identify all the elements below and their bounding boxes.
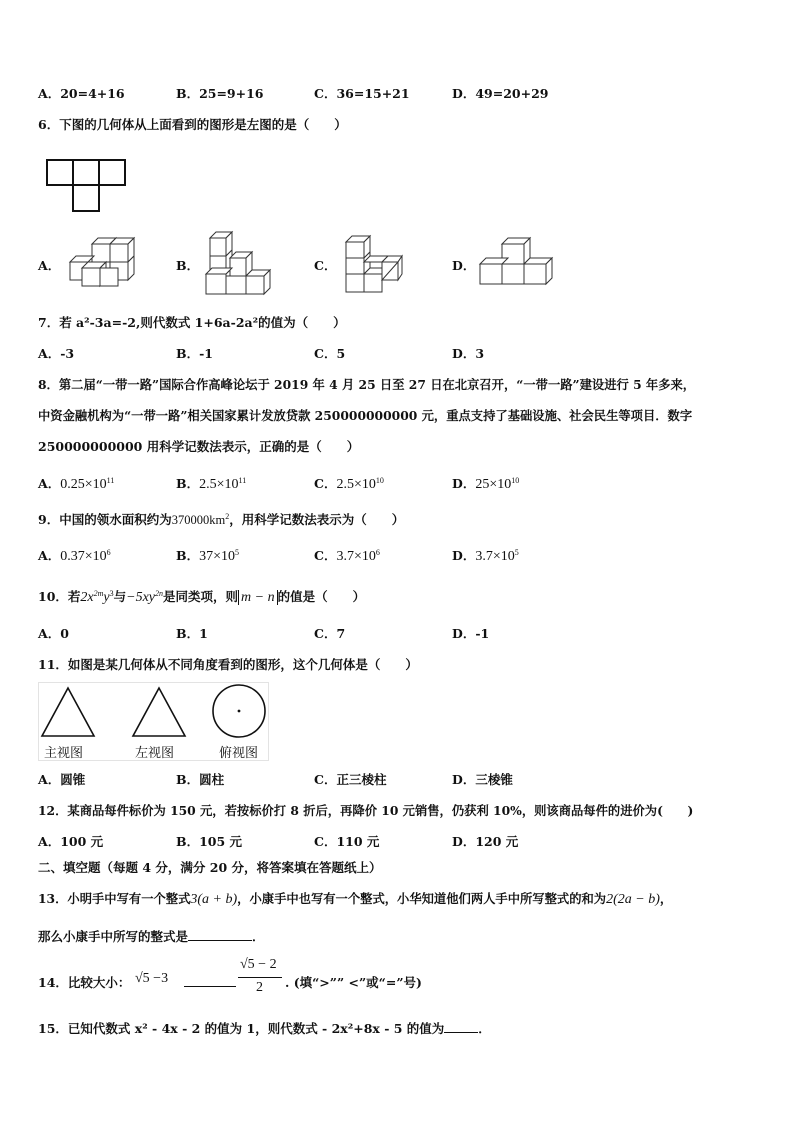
q6-stem: 6．下图的几何体从上面看到的图形是左图的是（ ） — [38, 117, 347, 132]
q9-option-a-value: 0.37×10 — [60, 549, 107, 564]
q13-expression-1: 3(a + b) — [190, 892, 238, 907]
section-2-heading: 二、填空题（每题 4 分，满分 20 分，将答案填在答题纸上） — [38, 860, 382, 875]
q5-option-d: D．49=20+29 — [452, 86, 549, 101]
q11-option-a: A．圆锥 — [38, 772, 86, 787]
q9-option-d-value: 3.7×10 — [475, 549, 515, 564]
q9-option-c-value: 3.7×10 — [336, 549, 376, 564]
q9-area-unit-exp: 2 — [225, 511, 230, 521]
q8-stem-line2: 中资金融机构为“一带一路”相关国家累计发放贷款 250000000000 元，重点支持了基础设施、社会民生等项目．数字 — [38, 408, 693, 423]
q8-option-c-value: 2.5×10 — [336, 477, 376, 492]
q7-option-d: D．3 — [452, 346, 485, 361]
q11-side-view-triangle — [133, 688, 185, 736]
q11-top-view-label: 俯视图 — [219, 746, 259, 761]
q5-option-c: C．36=15+21 — [314, 86, 410, 101]
q10-stem-pre: 10．若 — [38, 589, 81, 604]
q7-option-b: B．-1 — [176, 346, 213, 361]
q10-term2-exp: 2n — [155, 588, 164, 598]
q13-stem-pre: 13．小明手中写有一个整式 — [38, 891, 191, 906]
q12-option-b: B．105 元 — [176, 834, 243, 849]
q7-option-c: C．5 — [314, 346, 346, 361]
q14-stem-post: . (填“>”” <”或“=”号) — [285, 975, 422, 990]
q14-answer-blank[interactable] — [184, 972, 236, 987]
q9-option-b-label: B． — [176, 548, 200, 563]
q13-stem-mid: ，小康手中也写有一个整式，小华知道他们两人手中所写整式的和为 — [237, 891, 607, 906]
q5-option-b: B．25=9+16 — [176, 86, 264, 101]
q15-answer-blank[interactable] — [444, 1032, 478, 1033]
q9-option-a-label: A． — [38, 548, 61, 563]
q9-option-a-exp: 6 — [106, 547, 111, 557]
q8-stem-line3: 250000000000 用科学记数法表示，正确的是（ ） — [38, 439, 360, 454]
q9-option-c-exp: 6 — [375, 547, 380, 557]
q9-area-value: 370000km — [171, 513, 226, 527]
q8-option-d-exp: 10 — [511, 475, 520, 485]
q8-option-b-label: B． — [176, 476, 200, 491]
q13-stem-line2 — [38, 927, 265, 945]
q13-stem-line1 — [38, 889, 672, 908]
q10-stem — [38, 587, 365, 606]
q6-label-c: C． — [314, 258, 337, 273]
q11-option-d: D．三棱锥 — [452, 772, 513, 787]
q12-option-d: D．120 元 — [452, 834, 519, 849]
q10-term1-y-exp: 3 — [109, 588, 114, 598]
q9-stem — [38, 510, 404, 528]
q6-label-d: D． — [452, 258, 476, 273]
q11-top-view-center-dot — [238, 710, 241, 713]
q10-stem-mid2: 是同类项，则 — [163, 589, 239, 604]
q10-term1-y: y — [103, 590, 110, 605]
q9-option-d-exp: 5 — [514, 547, 519, 557]
q6-option-b-figure — [202, 230, 274, 300]
q8-option-b-value: 2.5×10 — [199, 477, 239, 492]
q10-option-b: B．1 — [176, 626, 208, 641]
q12-stem: 12．某商品每件标价为 150 元，若按标价打 8 折后，再降价 10 元销售，仍获利 10%，则该商品每件的进价为( ) — [38, 803, 694, 818]
q9-stem-pre: 9．中国的领水面积约为 — [38, 512, 172, 527]
q8-option-d — [452, 474, 519, 493]
q9-option-c — [314, 546, 380, 565]
q13-answer-blank[interactable] — [188, 940, 252, 941]
q15-stem — [38, 1019, 491, 1037]
q10-term2: −5xy — [126, 590, 156, 605]
q8-option-c — [314, 474, 384, 493]
q11-front-view-label: 主视图 — [44, 746, 84, 761]
q7-stem: 7．若 a²-3a=-2,则代数式 1+6a-2a²的值为（ ） — [38, 315, 346, 330]
q8-stem-line1: 8．第二届“一带一路”国际合作高峰论坛于 2019 年 4 月 25 日至 27 日在北京召开，“一带一路”建设进行 5 年多来， — [38, 377, 696, 392]
q14-left-expression: √5 −3 — [135, 971, 169, 986]
q10-option-c: C．7 — [314, 626, 346, 641]
q14-answer-blank-wrap[interactable] — [184, 972, 236, 990]
q12-option-a: A．100 元 — [38, 834, 104, 849]
q9-option-b — [176, 546, 239, 565]
q6-label-b: B． — [176, 258, 200, 273]
q6-option-c-figure — [340, 232, 404, 298]
q10-stem-post: 的值是（ ） — [277, 589, 366, 604]
q10-option-a: A．0 — [38, 626, 69, 641]
q8-option-a — [38, 474, 114, 493]
q10-term1: 2x — [80, 590, 94, 605]
q11-option-c: C．正三棱柱 — [314, 772, 387, 787]
q5-option-a: A．20=4+16 — [38, 86, 125, 101]
q7-option-a: A．-3 — [38, 346, 75, 361]
q10-stem-mid: 与 — [113, 589, 127, 604]
q8-option-c-exp: 10 — [375, 475, 384, 485]
q9-option-d-label: D． — [452, 548, 476, 563]
q13-stem-post: ， — [659, 891, 673, 906]
q8-option-a-value: 0.25×10 — [60, 477, 107, 492]
q14-fraction-denominator: 2 — [256, 980, 263, 995]
q9-stem-post: ，用科学记数法表示为（ ） — [229, 512, 405, 527]
q6-option-d-figure — [478, 236, 556, 290]
q9-option-b-exp: 5 — [234, 547, 239, 557]
q9-option-c-label: C． — [314, 548, 337, 563]
q11-side-view-label: 左视图 — [135, 746, 175, 761]
q6-label-a: A． — [38, 258, 61, 273]
q9-option-a — [38, 546, 111, 565]
q12-option-c: C．110 元 — [314, 834, 380, 849]
q8-option-d-value: 25×10 — [475, 477, 512, 492]
q6-option-a-figure — [66, 234, 138, 292]
q9-option-d — [452, 546, 519, 565]
q11-front-view-triangle — [42, 688, 94, 736]
q10-abs-expression: m − n — [238, 590, 278, 605]
q11-option-b: B．圆柱 — [176, 772, 225, 787]
q8-option-b — [176, 474, 246, 493]
q8-option-b-exp: 11 — [238, 475, 247, 485]
q14-fraction-bar — [238, 977, 282, 978]
q9-option-b-value: 37×10 — [199, 549, 235, 564]
q15-stem-text: 15．已知代数式 x² - 4x - 2 的值为 1，则代数式 - 2x²+8x - 5 的值为 — [38, 1021, 445, 1036]
q14-stem-pre: 14．比较大小： — [38, 975, 131, 990]
q8-option-a-label: A． — [38, 476, 61, 491]
q10-term1-exp: 2m — [93, 588, 104, 598]
q8-option-d-label: D． — [452, 476, 476, 491]
q6-top-view-figure — [46, 159, 128, 213]
q13-line2-text: 那么小康手中所写的整式是 — [38, 929, 189, 944]
q13-line2-end: ． — [252, 929, 265, 944]
q15-stem-end: ． — [478, 1021, 491, 1036]
q8-option-c-label: C． — [314, 476, 337, 491]
q10-option-d: D．-1 — [452, 626, 490, 641]
q8-option-a-exp: 11 — [106, 475, 115, 485]
q14-fraction-numerator: √5 − 2 — [240, 957, 277, 972]
q11-stem: 11．如图是某几何体从不同角度看到的图形，这个几何体是（ ） — [38, 657, 418, 672]
q13-expression-2: 2(2a − b) — [606, 892, 660, 907]
